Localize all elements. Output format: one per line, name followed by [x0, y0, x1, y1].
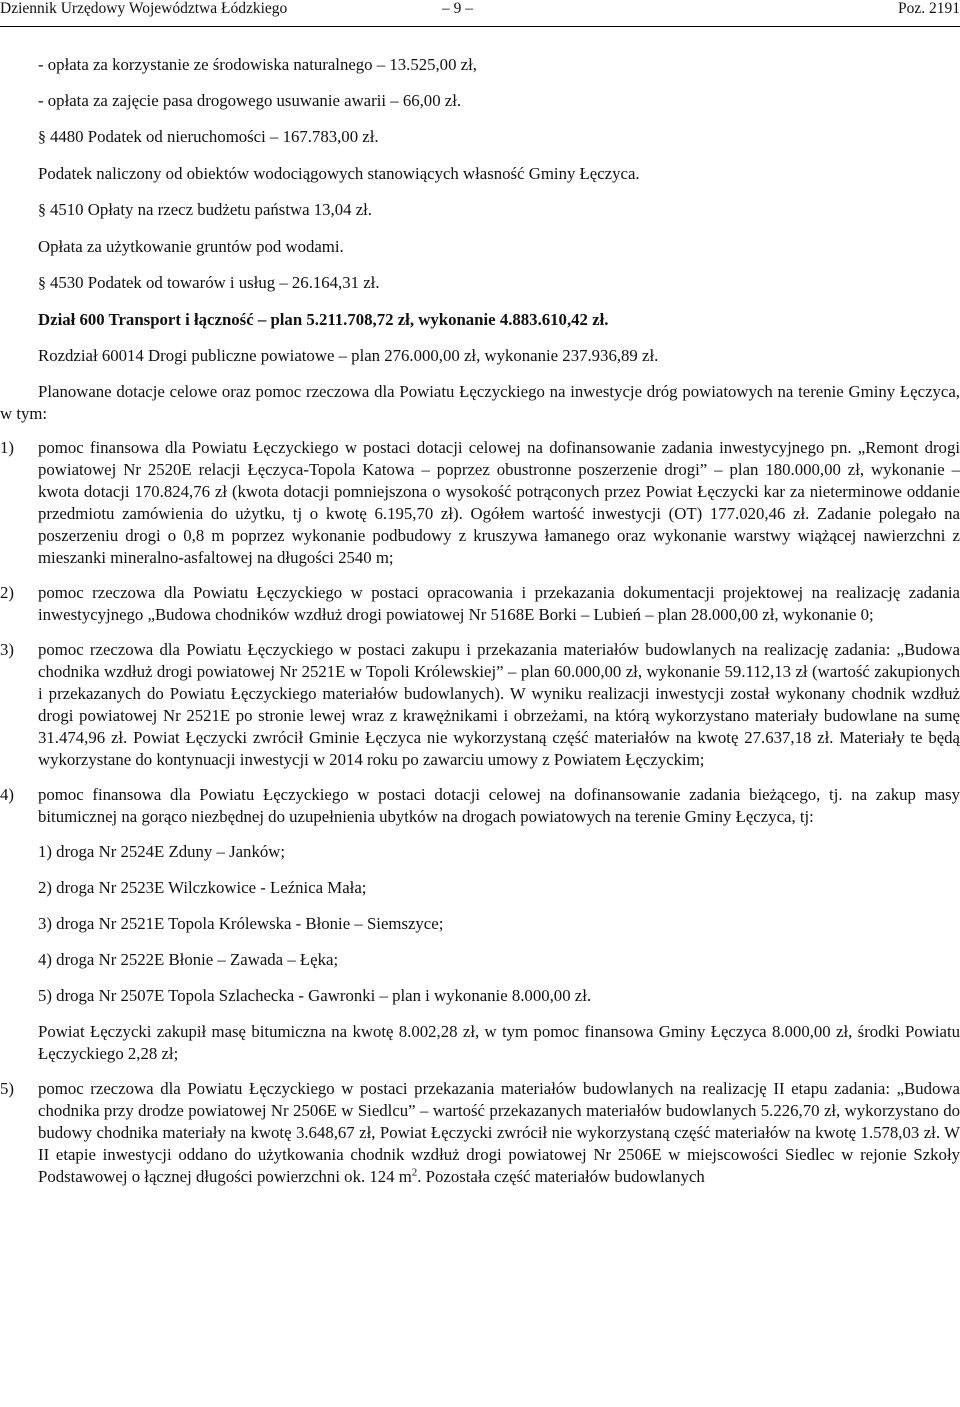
section-4510-line [0, 199, 960, 222]
section-4530-text: 4530 Podatek od towarów i usług – 26.164,31 zł. [50, 273, 380, 292]
rozdzial-60014-heading: Rozdział 60014 Drogi publiczne powiatowe – plan 276.000,00 zł, wykonanie 237.936,89 zł. [38, 346, 659, 365]
water-fee-note-line: Opłata za użytkowanie gruntów pod wodami. [38, 237, 344, 256]
tax-note-line: Podatek naliczony od obiektów wodociągowych stanowiących własność Gminy Łęczyca. [38, 164, 640, 183]
list-item [0, 1078, 960, 1188]
document-body [0, 54, 960, 1201]
road-list-item: 5) droga Nr 2507E Topola Szlachecka - Gawronki – plan i wykonanie 8.000,00 zł. [38, 986, 592, 1005]
road-list-item: 4) droga Nr 2522E Błonie – Zawada – Łęka; [38, 950, 339, 969]
page-number: – 9 – [442, 0, 473, 17]
section-4480-text: 4480 Podatek od nieruchomości – 167.783,00 zł. [50, 127, 379, 146]
paragraph-sign: § [38, 275, 46, 292]
list-item-number: 2) [0, 583, 14, 602]
paragraph-sign: § [38, 129, 46, 146]
road-list-item: 3) droga Nr 2521E Topola Królewska - Błonie – Siemszyce; [38, 914, 444, 933]
road-list-item: 2) droga Nr 2523E Wilczkowice - Leźnica Mała; [38, 878, 367, 897]
dzial-600-heading: Dział 600 Transport i łączność – plan 5.211.708,72 zł, wykonanie 4.883.610,42 zł. [38, 310, 609, 329]
list-item [0, 639, 960, 771]
section-4530-line [0, 272, 960, 295]
list-item-text-tail: . Pozostała część materiałów budowlanych [417, 1167, 705, 1186]
list-item-number: 1) [0, 438, 14, 457]
section-4480-line [0, 126, 960, 149]
section-4510-text: 4510 Opłaty na rzecz budżetu państwa 13,04 zł. [50, 200, 372, 219]
intro-paragraph: Planowane dotacje celowe oraz pomoc rzeczowa dla Powiatu Łęczyckiego na inwestycje dróg powiatowych na terenie Gminy Łęczyca, w tym: [0, 382, 960, 423]
list-item-text: pomoc rzeczowa dla Powiatu Łęczyckiego w postaci opracowania i przekazania dokumentacji projektowej na realizację zadania inwestycyjnego „Budowa chodników wzdłuż drogi powiatowej Nr 5168E Borki – Lubień – plan 28.000,00 zł, wykonanie 0; [38, 583, 960, 624]
list-item [0, 582, 960, 626]
fee-line-road-lane: - opłata za zajęcie pasa drogowego usuwanie awarii – 66,00 zł. [38, 91, 462, 110]
superscript-two: 2 [411, 1166, 418, 1179]
list-item-text: pomoc finansowa dla Powiatu Łęczyckiego w postaci dotacji celowej na dofinansowanie zadania bieżącego, tj. na zakup masy bitumicznej na gorąco niezbędnej do uzupełnienia ubytków na drogach powiatowych na terenie Gminy Łęczyca, tj: [38, 785, 960, 826]
paragraph-sign: § [38, 202, 46, 219]
list-item-text: pomoc rzeczowa dla Powiatu Łęczyckiego w postaci zakupu i przekazania materiałów budowlanych na realizację zadania: „Budowa chodnika wzdłuż drogi powiatowej Nr 2521E w Topoli Królewskiej” – plan 60.000,00 zł, wykonanie 59.112,13 zł (wartość zakupionych i przekazanych do Powiatu Łęczyckiego materiałów budowlanych). W wyniku realizacji inwestycji został wykonany chodnik wzdłuż drogi powiatowej Nr 2521E po stronie lewej wraz z krawężnikami i obrzeżami, na którą wykorzystano materiały budowlane na sumę 31.474,96 zł. Powiat Łęczycki zwrócił Gminie Łęczyca nie wykorzystaną część materiałów na kwotę 27.637,18 zł. Materiały te będą wykorzystane do kontynuacji inwestycji w 2014 roku po zawarciu umowy z Powiatem Łęczyckim; [38, 640, 960, 769]
position-number: Poz. 2191 [898, 0, 960, 17]
list-item-number: 4) [0, 785, 14, 804]
journal-title: Dziennik Urzędowy Województwa Łódzkiego [0, 0, 288, 17]
list-item-text: pomoc rzeczowa dla Powiatu Łęczyckiego w postaci przekazania materiałów budowlanych na realizację II etapu zadania: „Budowa chodnika przy drodze powiatowej Nr 2506E w Siedlcu” – wartość przekazanych materiałów budowlanych 5.226,70 zł, wykorzystano do budowy chodnika materiały na kwotę 3.648,67 zł, Powiat Łęczycki zwrócił nie wykorzystaną część materiałów na kwotę 1.578,03 zł. W II etapie inwestycji oddano do użytkowania chodnik wzdłuż drogi powiatowej Nr 2506E w miejscowości Siedlec w rejonie Szkoły Podstawowej o łącznej długości powierzchni ok. 124 m [38, 1079, 960, 1186]
list-item [0, 437, 960, 569]
road-list-item: 1) droga Nr 2524E Zduny – Janków; [38, 842, 286, 861]
list-item-number: 3) [0, 640, 14, 659]
list-item [0, 784, 960, 828]
list-item-text: pomoc finansowa dla Powiatu Łęczyckiego w postaci dotacji celowej na dofinansowanie zadania inwestycyjnego pn. „Remont drogi powiatowej Nr 2520E relacji Łęczyca-Topola Katowa – poprzez obustronne poszerzenie drogi” – plan 180.000,00 zł, wykonanie – kwota dotacji 170.824,76 zł (kwota dotacji pomniejszona o wysokość potrąconych przez Powiat Łęczycki kar za nieterminowe oddanie przedmiotu zamówienia do użytku, tj o kwotę 6.195,70 zł). Ogółem wartość inwestycji (OT) 177.020,46 zł. Zadanie polegało na poszerzeniu drogi o 0,8 m poprzez wykonanie podbudowy z kruszywa łamanego oraz wykonanie warstwy wiążącej nawierzchni z mieszanki mineralno-asfaltowej na długości 2540 m; [38, 438, 960, 567]
list-item-number: 5) [0, 1079, 14, 1098]
fee-line-environment: - opłata za korzystanie ze środowiska naturalnego – 13.525,00 zł, [38, 55, 477, 74]
page-header [0, 0, 960, 27]
bitumen-purchase-note: Powiat Łęczycki zakupił masę bitumiczna na kwotę 8.002,28 zł, w tym pomoc finansowa Gminy Łęczyca 8.000,00 zł, środki Powiatu Łęczyckiego 2,28 zł; [38, 1022, 960, 1063]
